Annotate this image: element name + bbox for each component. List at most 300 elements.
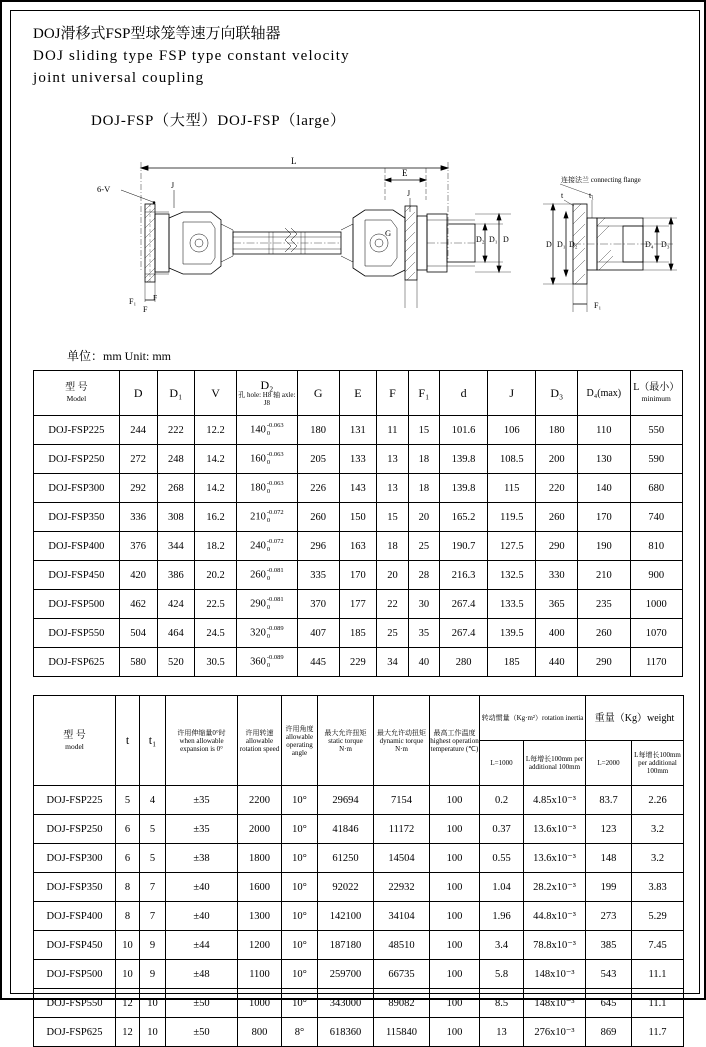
cell-t1: 4 [140,786,166,815]
cell-expansion: ±50 [166,989,238,1018]
cell-L: 680 [630,474,682,503]
title-en-line2: joint universal coupling [33,70,205,86]
svg-text:D₃: D₃ [661,240,670,249]
th-D1 [157,371,195,416]
th-G-label: G [313,385,323,400]
cell-F: 13 [377,474,408,503]
cell-D2-tol-bot: 0 [266,662,271,669]
cell-inertia-2: 28.2x10⁻³ [524,873,586,902]
th-model-cn: 型 号 [65,382,88,393]
th2-speed-cn: 许用转速 [245,728,274,737]
th-D2-label: D₂ [260,377,274,392]
th-V-label: V [211,385,220,400]
svg-text:F: F [153,293,158,302]
cell-D2-tol-top: -0.072 [266,509,284,516]
cell-D3: 290 [536,532,578,561]
cell-F1: 35 [408,619,439,648]
cell-J: 132.5 [488,561,536,590]
cell-expansion: ±40 [166,873,238,902]
cell-angle: 10° [282,989,318,1018]
cell-temp: 100 [430,815,480,844]
th2-angle-cn: 许用角度 [285,724,314,733]
cell-inertia-1: 1.96 [480,902,524,931]
cell-dynamic: 22932 [374,873,430,902]
cell-D2-tol-top: -0.081 [266,596,284,603]
cell-speed: 1000 [238,989,282,1018]
th-D3-label: D₃ [550,385,564,400]
cell-D2-tol-top: -0.089 [266,625,284,632]
cell-G: 445 [297,648,339,677]
th2-weight-1 [586,741,632,786]
cell-angle: 10° [282,873,318,902]
cell-D3: 180 [536,416,578,445]
svg-text:D: D [503,235,509,244]
cell-D4: 110 [578,416,630,445]
cell-static: 61250 [318,844,374,873]
cell-D2 [237,503,298,532]
cell-d: 139.8 [440,445,488,474]
cell-speed: 2200 [238,786,282,815]
title-cn: DOJ滑移式FSP型球笼等速万向联轴器 [33,26,281,42]
th-L [630,371,682,416]
cell-dynamic: 11172 [374,815,430,844]
cell-D3: 440 [536,648,578,677]
th-D2-note: 孔 hole: H8 轴 axle: J8 [238,390,296,407]
cell-d: 101.6 [440,416,488,445]
title-en-line1: DOJ sliding type FSP type constant velocity [33,48,350,64]
cell-D2-value: 210 [250,511,266,523]
cell-dynamic: 14504 [374,844,430,873]
table-row [34,532,683,561]
cell-expansion: ±35 [166,815,238,844]
th2-inertia-2 [524,741,586,786]
table-row [34,989,684,1018]
cell-D2-tol-bot: 0 [266,633,271,640]
cell-D2-value: 180 [250,482,266,494]
cell-V: 30.5 [195,648,237,677]
cell-D2-tol-bot: 0 [266,459,271,466]
th2-inertia-label: 转动惯量（Kg·m²）rotation inertia [481,714,584,722]
th2-dynamic-unit: N·m [395,744,408,753]
cell-d: 165.2 [440,503,488,532]
cell-angle: 10° [282,931,318,960]
cell-speed: 2000 [238,815,282,844]
cell-weight-1: 385 [586,931,632,960]
cell-expansion: ±40 [166,902,238,931]
cell-V: 14.2 [195,474,237,503]
cell-L: 810 [630,532,682,561]
svg-text:F: F [143,305,148,314]
th-D2 [237,371,298,416]
cell-J: 185 [488,648,536,677]
cell-weight-1: 869 [586,1018,632,1047]
cell-D1: 268 [157,474,195,503]
cell-weight-1: 83.7 [586,786,632,815]
cell-F: 11 [377,416,408,445]
cell-D: 292 [119,474,157,503]
cell-t: 10 [116,960,140,989]
svg-text:t₁: t₁ [589,191,595,200]
th2-t1-label: t₁ [148,733,157,747]
cell-G: 370 [297,590,339,619]
table-row [34,648,683,677]
th2-temp [430,696,480,786]
th2-static [318,696,374,786]
cell-D2-tol-bot: 0 [266,546,271,553]
cell-static: 187180 [318,931,374,960]
table-row [34,786,684,815]
cell-J: 108.5 [488,445,536,474]
cell-temp: 100 [430,989,480,1018]
table-row [34,561,683,590]
cell-temp: 100 [430,873,480,902]
cell-static: 29694 [318,786,374,815]
cell-expansion: ±38 [166,844,238,873]
cell-model: DOJ-FSP350 [34,503,120,532]
th2-speed-en: allowable rotation speed [239,736,280,753]
cell-temp: 100 [430,1018,480,1047]
cell-G: 296 [297,532,339,561]
cell-F: 34 [377,648,408,677]
table-row [34,1018,684,1047]
cell-D4: 260 [578,619,630,648]
performance-table-body [34,786,684,1047]
th-V [195,371,237,416]
cell-F: 13 [377,445,408,474]
cell-V: 22.5 [195,590,237,619]
cell-weight-2: 5.29 [632,902,684,931]
th2-model-cn: 型 号 [63,729,86,741]
cell-t1: 9 [140,960,166,989]
cell-expansion: ±35 [166,786,238,815]
cell-t1: 5 [140,815,166,844]
technical-drawing [33,140,683,345]
table-row [34,445,683,474]
document-content [33,23,683,1047]
cell-D: 244 [119,416,157,445]
table-row [34,960,684,989]
cell-static: 618360 [318,1018,374,1047]
cell-D1: 424 [157,590,195,619]
svg-text:G: G [385,228,392,238]
th2-angle-en: allowable operating angle [285,732,314,757]
th-F-label: F [389,385,396,400]
cell-t: 8 [116,902,140,931]
cell-inertia-1: 1.04 [480,873,524,902]
cell-D: 420 [119,561,157,590]
cell-L: 1000 [630,590,682,619]
cell-D3: 200 [536,445,578,474]
cell-inertia-1: 0.55 [480,844,524,873]
cell-t: 6 [116,844,140,873]
cell-D: 462 [119,590,157,619]
th2-inertia-group [480,696,586,741]
cell-D: 580 [119,648,157,677]
cell-model: DOJ-FSP400 [34,532,120,561]
th2-weight-label: 重量（Kg）weight [594,712,675,724]
cell-D2 [237,445,298,474]
cell-F: 20 [377,561,408,590]
cell-inertia-2: 78.8x10⁻³ [524,931,586,960]
cell-D2-tol-bot: 0 [266,517,271,524]
cell-dynamic: 34104 [374,902,430,931]
subtitle: DOJ-FSP（大型）DOJ-FSP（large） [91,113,346,129]
cell-D: 504 [119,619,157,648]
cell-model: DOJ-FSP400 [34,902,116,931]
table-row [34,873,684,902]
dimension-table-body [34,416,683,677]
th2-weight-2-label: L每增长100mm per additional 100mm [634,751,681,775]
table-row [34,416,683,445]
th2-temp-en: highest operation temperature (℃) [430,736,479,753]
cell-J: 127.5 [488,532,536,561]
cell-L: 1170 [630,648,682,677]
unit-note: 单位：mm Unit: mm [67,349,172,363]
cell-L: 590 [630,445,682,474]
cell-t: 12 [116,989,140,1018]
cell-model: DOJ-FSP300 [34,474,120,503]
table-row [34,590,683,619]
cell-D2-value: 260 [250,569,266,581]
cell-F1: 28 [408,561,439,590]
cell-weight-2: 11.1 [632,989,684,1018]
cell-F: 22 [377,590,408,619]
svg-text:F₁: F₁ [129,297,137,306]
cell-inertia-2: 276x10⁻³ [524,1018,586,1047]
table-header-row-1 [34,696,684,741]
cell-D2-value: 140 [250,424,266,436]
th-model [34,371,120,416]
cell-F: 18 [377,532,408,561]
th-D1-label: D₁ [169,385,183,400]
cell-D3: 220 [536,474,578,503]
cell-model: DOJ-FSP550 [34,989,116,1018]
cell-L: 900 [630,561,682,590]
cell-weight-2: 2.26 [632,786,684,815]
cell-angle: 10° [282,902,318,931]
cell-D1: 222 [157,416,195,445]
cell-D2 [237,532,298,561]
cell-J: 115 [488,474,536,503]
cell-E: 185 [339,619,377,648]
cell-G: 407 [297,619,339,648]
table-row [34,902,684,931]
cell-D: 336 [119,503,157,532]
cell-weight-2: 3.2 [632,844,684,873]
th-J-label: J [509,385,515,400]
cell-t1: 5 [140,844,166,873]
performance-table [33,695,684,1047]
cell-J: 106 [488,416,536,445]
cell-J: 133.5 [488,590,536,619]
cell-speed: 1800 [238,844,282,873]
cell-weight-2: 3.83 [632,873,684,902]
cell-E: 143 [339,474,377,503]
cell-d: 267.4 [440,619,488,648]
cell-model: DOJ-FSP625 [34,1018,116,1047]
cell-dynamic: 48510 [374,931,430,960]
svg-text:J: J [407,189,411,198]
cell-E: 229 [339,648,377,677]
cell-D: 272 [119,445,157,474]
cell-D2 [237,474,298,503]
cell-F1: 15 [408,416,439,445]
svg-text:D₂: D₂ [476,235,485,244]
svg-text:连接法兰 connecting flange: 连接法兰 connecting flange [561,176,641,184]
cell-expansion: ±44 [166,931,238,960]
cell-D2-tol-top: -0.089 [266,654,284,661]
cell-t1: 7 [140,873,166,902]
cell-inertia-1: 8.5 [480,989,524,1018]
cell-temp: 100 [430,844,480,873]
cell-D2-tol-bot: 0 [266,604,271,611]
th-J [488,371,536,416]
cell-static: 142100 [318,902,374,931]
cell-t1: 9 [140,931,166,960]
table-row [34,474,683,503]
cell-t1: 10 [140,989,166,1018]
cell-speed: 1200 [238,931,282,960]
cell-static: 259700 [318,960,374,989]
cell-E: 170 [339,561,377,590]
cell-model: DOJ-FSP550 [34,619,120,648]
svg-text:E: E [402,168,408,178]
cell-inertia-1: 3.4 [480,931,524,960]
cell-L: 550 [630,416,682,445]
cell-t: 8 [116,873,140,902]
cell-model: DOJ-FSP625 [34,648,120,677]
cell-speed: 800 [238,1018,282,1047]
cell-E: 131 [339,416,377,445]
th-E-label: E [354,385,362,400]
cell-d: 267.4 [440,590,488,619]
th-E [339,371,377,416]
th2-t-label: t [125,733,130,747]
th2-weight-group [586,696,684,741]
cell-D4: 210 [578,561,630,590]
cell-model: DOJ-FSP500 [34,590,120,619]
cell-L: 1070 [630,619,682,648]
cell-D3: 330 [536,561,578,590]
th2-speed [238,696,282,786]
cell-D4: 190 [578,532,630,561]
cell-temp: 100 [430,786,480,815]
cell-weight-1: 645 [586,989,632,1018]
cell-speed: 1300 [238,902,282,931]
cell-G: 260 [297,503,339,532]
th2-expansion [166,696,238,786]
th-D4-label: D₄(max) [586,387,622,399]
th-D-label: D [133,385,143,400]
cell-weight-1: 273 [586,902,632,931]
cell-D2 [237,416,298,445]
th2-inertia-1 [480,741,524,786]
drawing-svg [33,140,683,345]
table-row [34,503,683,532]
th-F [377,371,408,416]
cell-static: 343000 [318,989,374,1018]
th2-inertia-1-label: L=1000 [490,759,513,767]
cell-F1: 25 [408,532,439,561]
cell-model: DOJ-FSP500 [34,960,116,989]
cell-F: 15 [377,503,408,532]
cell-D1: 520 [157,648,195,677]
cell-D1: 308 [157,503,195,532]
svg-text:D: D [546,240,552,249]
th-D4 [578,371,630,416]
cell-D2-value: 320 [250,627,266,639]
cell-D4: 170 [578,503,630,532]
cell-angle: 10° [282,960,318,989]
th-D3 [536,371,578,416]
cell-weight-1: 123 [586,815,632,844]
cell-weight-1: 148 [586,844,632,873]
cell-V: 12.2 [195,416,237,445]
th-model-en: Model [66,394,87,403]
cell-D1: 248 [157,445,195,474]
th-L-note: minimum [641,394,671,403]
cell-D2 [237,590,298,619]
cell-speed: 1100 [238,960,282,989]
table-row [34,815,684,844]
cell-inertia-2: 13.6x10⁻³ [524,844,586,873]
th2-dynamic-cn: 最大允许动扭矩 dynamic torque [377,728,426,745]
cell-D2-tol-top: -0.063 [266,480,284,487]
cell-static: 41846 [318,815,374,844]
th2-model-en: model [65,741,84,751]
th2-weight-2 [632,741,684,786]
cell-weight-1: 543 [586,960,632,989]
cell-t: 5 [116,786,140,815]
cell-model: DOJ-FSP250 [34,445,120,474]
cell-F1: 20 [408,503,439,532]
cell-dynamic: 115840 [374,1018,430,1047]
cell-G: 335 [297,561,339,590]
th-F1-label: F₁ [418,385,430,400]
cell-F: 25 [377,619,408,648]
svg-text:D₁: D₁ [557,240,566,249]
cell-t: 6 [116,815,140,844]
cell-E: 177 [339,590,377,619]
cell-t1: 10 [140,1018,166,1047]
cell-V: 16.2 [195,503,237,532]
cell-D2-tol-top: -0.081 [266,567,284,574]
cell-D2-tol-bot: 0 [266,575,271,582]
cell-temp: 100 [430,902,480,931]
cell-angle: 8° [282,1018,318,1047]
cell-D1: 464 [157,619,195,648]
th2-angle [282,696,318,786]
th2-inertia-2-label: L每增长100mm per additional 100mm [525,755,584,771]
svg-text:D₄: D₄ [645,240,654,249]
cell-F1: 18 [408,445,439,474]
cell-expansion: ±50 [166,1018,238,1047]
th2-expansion-en: when allowable expansion is 0° [179,736,224,753]
cell-inertia-1: 0.37 [480,815,524,844]
cell-V: 14.2 [195,445,237,474]
svg-text:L: L [291,156,297,166]
cell-G: 205 [297,445,339,474]
page-inner-border [10,10,700,1038]
cell-static: 92022 [318,873,374,902]
cell-D1: 386 [157,561,195,590]
cell-F1: 18 [408,474,439,503]
cell-inertia-1: 0.2 [480,786,524,815]
svg-text:D₂: D₂ [569,240,578,249]
cell-D2-tol-top: -0.063 [266,451,284,458]
cell-F1: 30 [408,590,439,619]
cell-inertia-2: 148x10⁻³ [524,989,586,1018]
